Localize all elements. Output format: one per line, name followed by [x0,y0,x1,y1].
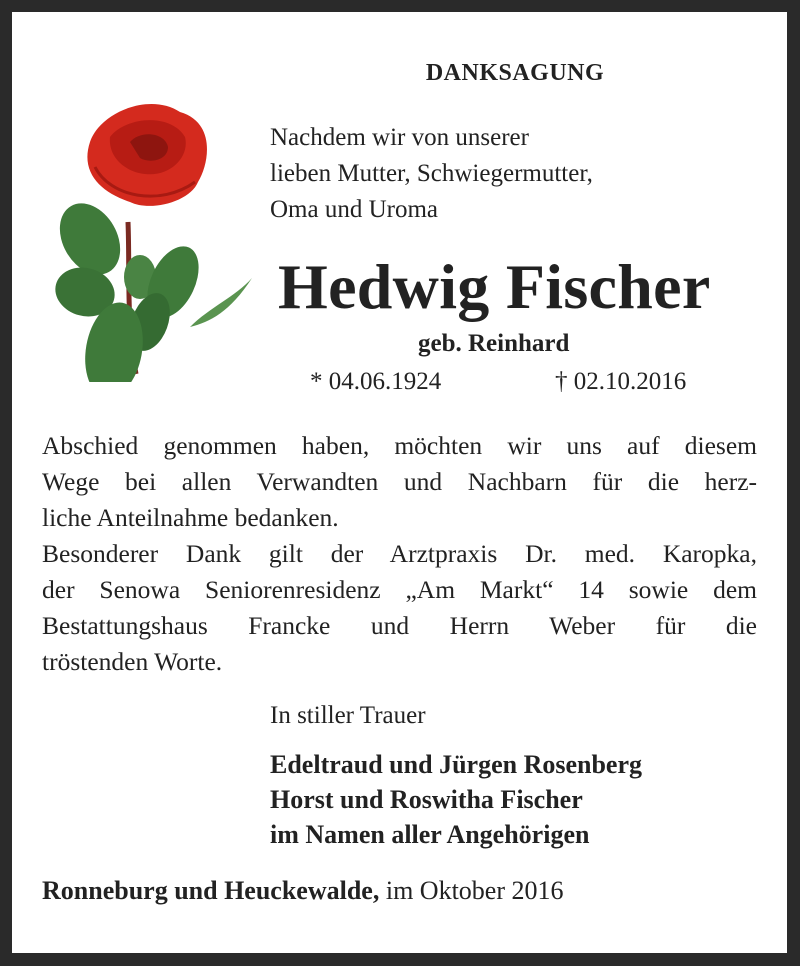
intro-line: Oma und Uroma [270,196,439,223]
body-line: Wege bei allen Verwandten und Nachbarn für die herz- [42,467,757,496]
signers [270,747,642,852]
date: im Oktober 2016 [379,876,564,905]
body-line: Abschied genommen haben, möchten wir uns auf diesem [42,431,757,460]
body-line: tröstenden Worte. [42,647,223,676]
rose-image [30,82,260,382]
death-date: † 02.10.2016 [555,368,687,395]
signer-line: Edeltraud und Jürgen Rosenberg [270,750,642,779]
body-line: Besonderer Dank gilt der Arztpraxis Dr. med. Karopka, [42,539,757,568]
intro-line: lieben Mutter, Schwiegermutter, [270,160,593,187]
place: Ronneburg und Heuckewalde, [42,876,380,905]
deceased-name: Hedwig Fischer [278,251,711,322]
place-date [42,876,564,906]
signer-line: im Namen aller Angehörigen [270,820,590,849]
mourning-label: In stiller Trauer [270,702,426,729]
intro-line: Nachdem wir von unserer [270,124,529,151]
body-line: Bestattungshaus Francke und Herrn Weber für die [42,611,757,640]
thanks-paragraph [42,428,757,680]
body-line: liche Anteilnahme bedanken. [42,503,339,532]
intro-text [270,120,593,228]
body-line: der Senowa Seniorenresidenz „Am Markt“ 14 sowie dem [42,575,757,604]
maiden-name: geb. Reinhard [418,330,570,357]
birth-date: * 04.06.1924 [310,368,442,395]
obituary-notice [12,12,787,953]
heading: DANKSAGUNG [425,60,605,86]
signer-line: Horst und Roswitha Fischer [270,785,583,814]
